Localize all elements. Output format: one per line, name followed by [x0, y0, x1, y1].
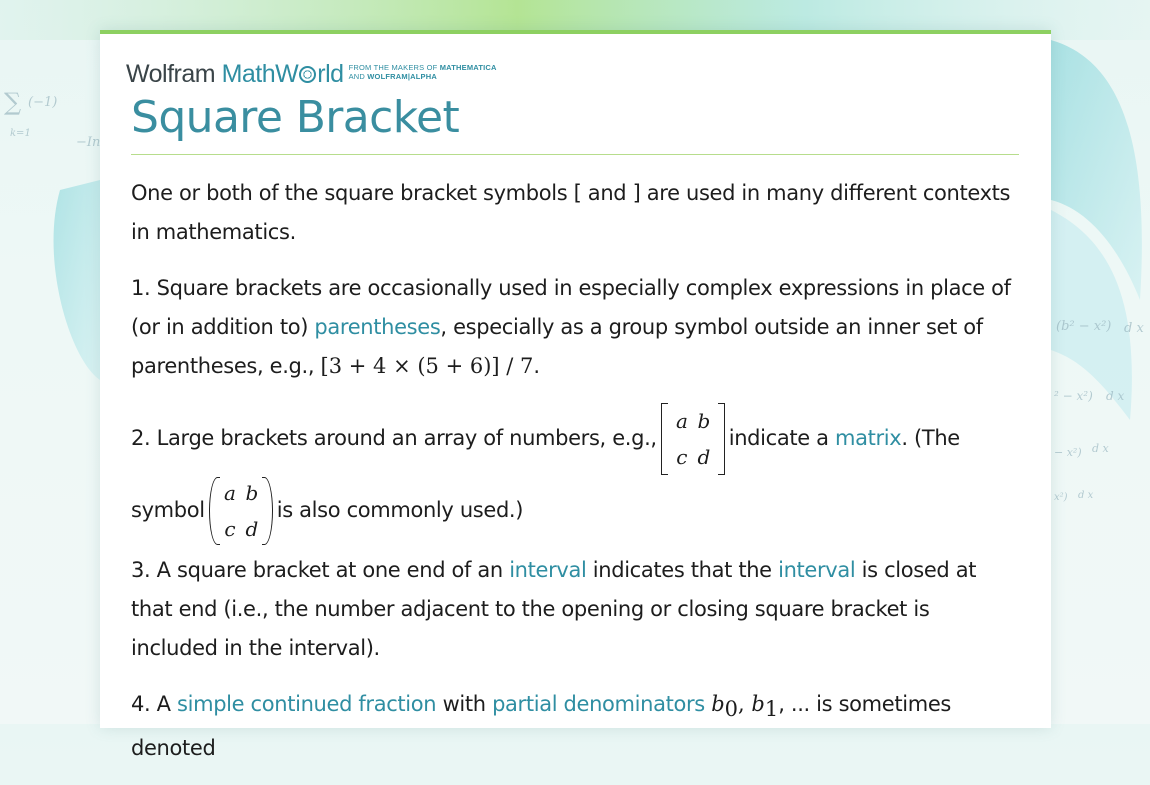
item-2-text-3: . (The: [901, 426, 960, 450]
item-2-paragraph: [131, 403, 1021, 475]
matrix-cell: c: [676, 445, 688, 469]
svg-text:∑: ∑: [4, 88, 22, 116]
title-divider: [131, 154, 1019, 155]
item-4-paragraph: 4. A simple continued fraction with partial denominators $b_0$, $b_1$, ... is sometimes denoted: [131, 692, 951, 761]
math-b: b: [711, 692, 725, 716]
item-3-text-2: indicates that the: [586, 558, 779, 582]
math-b: b: [751, 692, 765, 716]
svg-text:−In: −In: [76, 135, 101, 150]
svg-text:x²): x²): [1054, 492, 1068, 503]
item-4-text-2: with: [436, 692, 493, 716]
brand-wordmark[interactable]: [126, 60, 344, 89]
tagline-text-1: FROM THE MAKERS OF: [348, 63, 440, 72]
item-3-paragraph: [131, 551, 1021, 668]
item-2-text: 2. Large brackets around an array of numbers, e.g.,: [131, 426, 657, 450]
item-3-text: 3. A square bracket at one end of an: [131, 558, 510, 582]
svg-text:d x: d x: [1092, 442, 1109, 455]
svg-text:² − x²): ² − x²): [1054, 389, 1093, 403]
item-2-symbol-word: symbol: [131, 498, 205, 522]
paren-matrix: [209, 475, 273, 547]
matrix-cell: d: [697, 445, 710, 469]
link-simple-continued-fraction[interactable]: simple continued fraction: [177, 692, 437, 716]
tagline-mathematica: MATHEMATICA: [439, 63, 497, 72]
svg-text:(−1): (−1): [28, 95, 58, 110]
tagline-wolframalpha: WOLFRAM|ALPHA: [367, 71, 437, 81]
brand-tagline: [349, 64, 497, 81]
item-4-text-3: , ... is sometimes denoted: [131, 692, 951, 761]
item-4-text: 4. A: [131, 692, 178, 716]
link-partial-denominators[interactable]: partial denominators: [492, 692, 705, 716]
link-matrix[interactable]: matrix: [834, 426, 902, 450]
globe-icon: [299, 66, 316, 83]
item-1-math: [3 + 4 × (5 + 6)] / 7: [320, 354, 534, 378]
brand-math: Math: [221, 60, 276, 88]
matrix-cell: d: [245, 517, 258, 541]
left-square-bracket: [661, 403, 668, 475]
link-interval-2[interactable]: interval: [778, 558, 856, 582]
matrix-cell: a: [223, 481, 236, 505]
article-body: [131, 174, 1021, 785]
site-logo[interactable]: [126, 60, 497, 86]
svg-text:d x: d x: [1106, 389, 1125, 403]
item-3-text-3: is closed at that end (i.e., the number adjacent to the opening or closing square bracket is included in the interval).: [131, 558, 977, 660]
item-1-text-2: , especially as a group symbol outside an inner set of parentheses, e.g.,: [131, 315, 983, 378]
tagline-text-2: AND: [348, 71, 368, 81]
matrix-cell: b: [245, 481, 258, 505]
intro-paragraph: One or both of the square bracket symbols [ and ] are used in many different contexts in mathematics.: [131, 181, 1011, 244]
bracket-matrix: [661, 403, 725, 475]
page-title: Square Bracket: [131, 92, 460, 143]
item-1-text: 1. Square brackets are occasionally used in especially complex expressions in place of (or in addition to): [131, 276, 1011, 339]
matrix-cell: b: [697, 409, 710, 433]
svg-text:(b² − x²): (b² − x²): [1056, 319, 1112, 334]
math-sub-0: 0: [724, 697, 739, 722]
brand-world-rld: rld: [317, 60, 344, 88]
article-card: [100, 30, 1051, 761]
svg-text:− x²): − x²): [1054, 446, 1082, 459]
math-sub-1: 1: [764, 697, 779, 722]
link-interval[interactable]: interval: [509, 558, 587, 582]
item-1-period: .: [533, 354, 540, 378]
link-parentheses[interactable]: parentheses: [314, 315, 441, 339]
svg-text:d x: d x: [1124, 321, 1144, 336]
brand-wolfram: Wolfram: [126, 60, 216, 88]
item-2-continued: [131, 475, 1021, 547]
item-1-paragraph: [131, 269, 1021, 386]
svg-text:k=1: k=1: [10, 128, 31, 139]
item-2-text-4: is also commonly used.): [276, 498, 524, 522]
item-2-text-2: indicate a: [728, 426, 835, 450]
right-square-bracket: [718, 403, 725, 475]
brand-world-w: W: [275, 60, 299, 88]
matrix-cell: a: [675, 409, 688, 433]
svg-text:d x: d x: [1078, 490, 1094, 501]
matrix-cell: c: [224, 517, 236, 541]
